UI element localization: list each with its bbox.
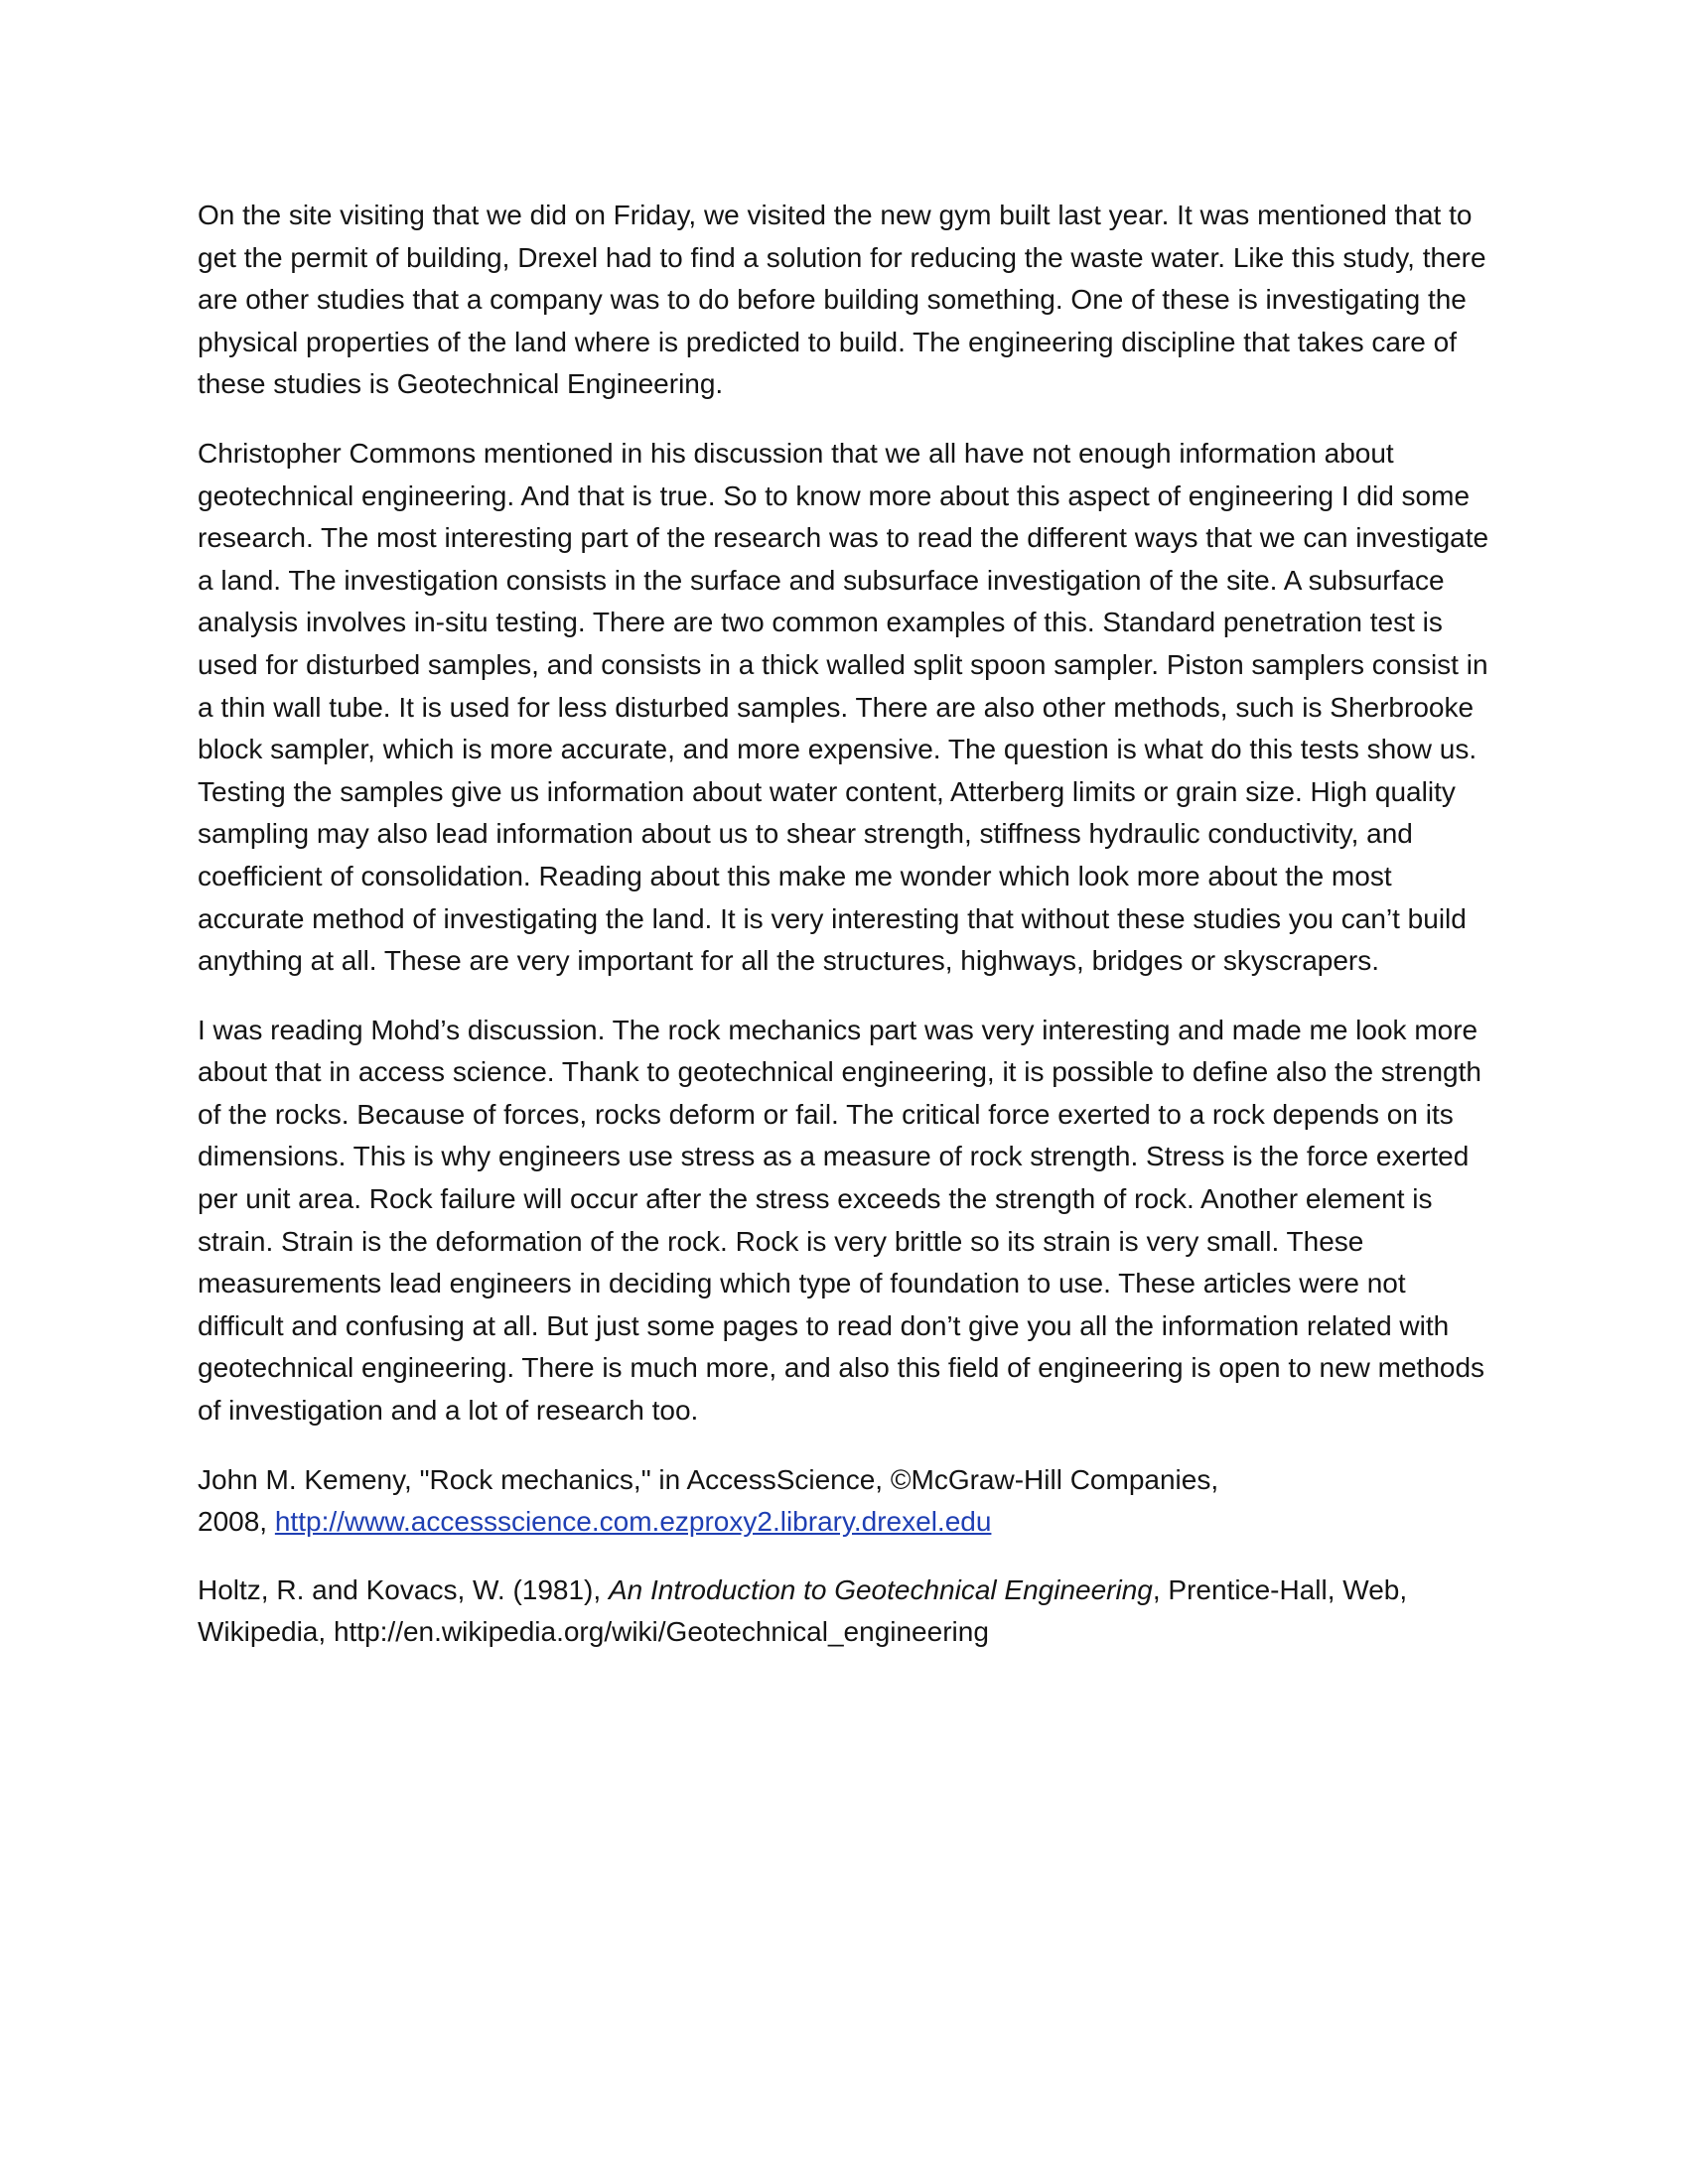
document-body: [198, 195, 1498, 1680]
reference-holtz-publisher: , Prentice-Hall, Web,: [1152, 1573, 1408, 1605]
reference-kemeny-year: 2008,: [198, 1506, 275, 1538]
reference-kemeny-citation: John M. Kemeny, "Rock mechanics," in AccessScience, ©McGraw-Hill Companies,: [198, 1463, 1219, 1495]
reference-kemeny-link[interactable]: http://www.accessscience.com.ezproxy2.library.drexel.edu: [274, 1506, 992, 1538]
reference-kemeny: [198, 1459, 1498, 1544]
reference-holtz-authors: Holtz, R. and Kovacs, W. (1981),: [198, 1573, 609, 1605]
paragraph-site-visit: On the site visiting that we did on Friday, we visited the new gym built last year. It was mentioned that to get the permit of building, Drexel had to find a solution for reducing the waste water. Like this study, there are other studies that a company was to do before building something. One of these is investigating the physical properties of the land where is predicted to build. The engineering discipline that takes care of these studies is Geotechnical Engineering.: [198, 200, 1486, 400]
reference-holtz-title: An Introduction to Geotechnical Engineering: [608, 1573, 1153, 1605]
reference-holtz-kovacs: [198, 1570, 1498, 1654]
paragraph-christopher-commons: Christopher Commons mentioned in his discussion that we all have not enough information about geotechnical engineering. And that is true. So to know more about this aspect of engineering I did some research. The most interesting part of the research was to read the different ways that we can investigate a land. The investigation consists in the surface and subsurface investigation of the site. A subsurface analysis involves in-situ testing. There are two common examples of this. Standard penetration test is used for disturbed samples, and consists in a thick walled split spoon sampler. Piston samplers consist in a thin wall tube. It is used for less disturbed samples. There are also other methods, such is Sherbrooke block sampler, which is more accurate, and more expensive. The question is what do this tests show us. Testing the samples give us information about water content, Atterberg limits or grain size. High quality sampling may also lead information about us to shear strength, stiffness hydraulic conductivity, and coefficient of consolidation. Reading about this make me wonder which look more about the most accurate method of investigating the land. It is very interesting that without these studies you can’t build anything at all. These are very important for all the structures, highways, bridges or skyscrapers.: [198, 437, 1489, 977]
paragraph-mohd-discussion: I was reading Mohd’s discussion. The rock mechanics part was very interesting and made me look more about that in access science. Thank to geotechnical engineering, it is possible to define also the strength of the rocks. Because of forces, rocks deform or fail. The critical force exerted to a rock depends on its dimensions. This is why engineers use stress as a measure of rock strength. Stress is the force exerted per unit area. Rock failure will occur after the stress exceeds the strength of rock. Another element is strain. Strain is the deformation of the rock. Rock is very brittle so its strain is very small. These measurements lead engineers in deciding which type of foundation to use. These articles were not difficult and confusing at all. But just some pages to read don’t give you all the information related with geotechnical engineering. There is much more, and also this field of engineering is open to new methods of investigation and a lot of research too.: [198, 1014, 1485, 1427]
reference-wikipedia: Wikipedia, http://en.wikipedia.org/wiki/Geotechnical_engineering: [198, 1616, 989, 1648]
